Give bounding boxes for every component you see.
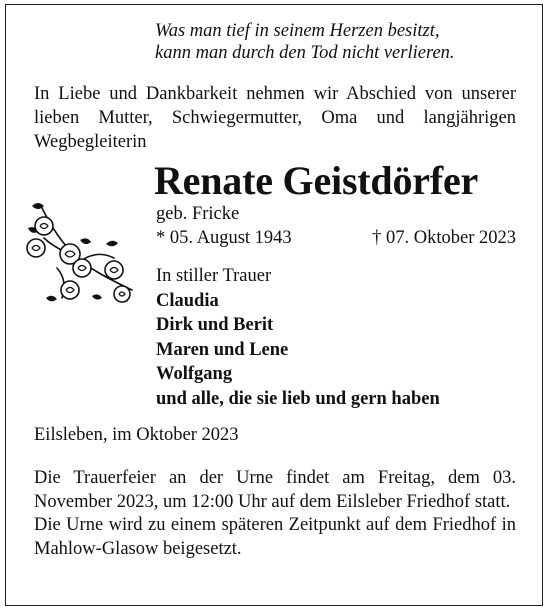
mourner-name: Dirk und Berit bbox=[156, 315, 274, 335]
maiden-name: geb. Fricke bbox=[156, 204, 240, 224]
ceremony-details bbox=[34, 467, 516, 561]
birth-date: * 05. August 1943 bbox=[156, 228, 292, 248]
life-dates bbox=[156, 227, 516, 249]
mourner-name: und alle, die sie lieb und gern haben bbox=[156, 388, 440, 409]
ceremony-paragraph-1: Die Trauerfeier an der Urne findet am Freitag, dem 03. November 2023, um 12:00 Uhr auf dem Eilsleber Friedhof statt. bbox=[34, 468, 516, 512]
quote-line-2: kann man durch den Tod nicht verlieren. bbox=[155, 43, 455, 63]
quote-line-1: Was man tief in seinem Herzen besitzt, bbox=[155, 21, 440, 41]
roses-branch-icon bbox=[22, 198, 147, 313]
intro-text: In Liebe und Dankbarkeit nehmen wir Abschied von unserer lieben Mutter, Schwiegermutter, Oma und langjährigen Wegbegleiterin bbox=[34, 84, 516, 152]
mourner-name: Wolfgang bbox=[156, 364, 233, 384]
death-date: † 07. Oktober 2023 bbox=[372, 228, 516, 248]
ceremony-paragraph-2: Die Urne wird zu einem späteren Zeitpunkt auf dem Friedhof in Mahlow-Glasow beigesetzt. bbox=[34, 515, 516, 559]
memorial-quote bbox=[155, 20, 525, 64]
mourner-name: Claudia bbox=[156, 290, 219, 311]
mourners-list bbox=[156, 264, 526, 411]
deceased-name: Renate Geistdörfer bbox=[154, 158, 479, 203]
mourners-lead: In stiller Trauer bbox=[156, 266, 272, 286]
place-and-date: Eilsleben, im Oktober 2023 bbox=[34, 425, 239, 445]
mourner-name: Maren und Lene bbox=[156, 339, 289, 360]
